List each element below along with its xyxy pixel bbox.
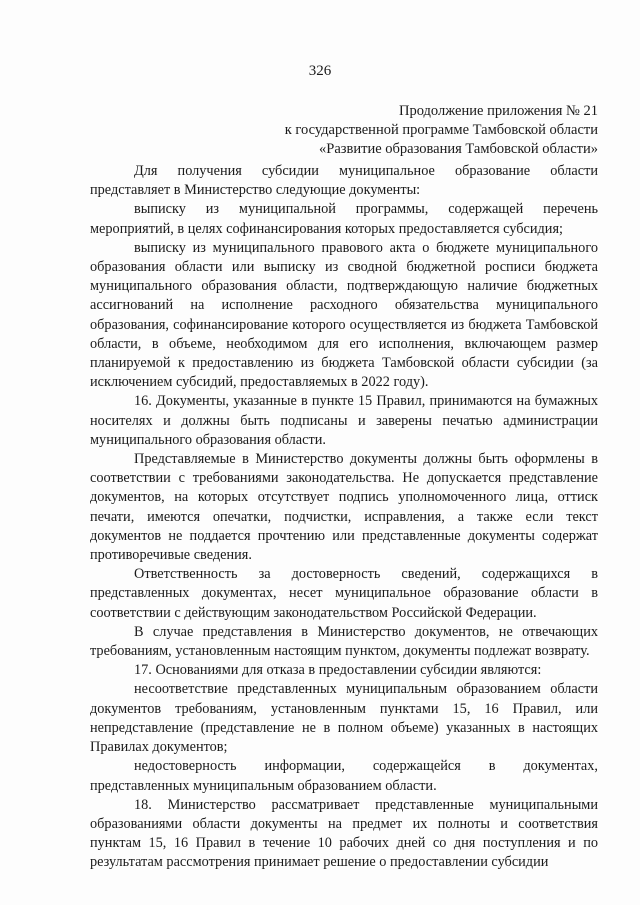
paragraph-18: 18. Министерство рассматривает представленные муниципальными образованиями области документы на предмет их полноты и соответствия пунктам 15, 16 Правил в течение 10 рабочих дней со дня поступления и по результатам рассмотрения принимает решение о предоставлении субсидии (90, 796, 598, 871)
document-body (90, 162, 598, 873)
paragraph-budget-extract: выписку из муниципального правового акта о бюджете муниципального образования области или выписку из сводной бюджетной росписи бюджета муниципального образования области, подтверждающую наличие бюджетных ассигнований на исполнение расходного обязательства муниципального образования, софинансирование которого осуществляется из бюджета Тамбовской области, в объеме, необходимом для его исполнения, включающем размер планируемой к предоставлению из бюджета Тамбовской области субсидии (за исключением субсидий, предоставляемых в 2022 году). (90, 239, 598, 391)
paragraph-responsibility: Ответственность за достоверность сведений, содержащихся в представленных документах, несет муниципальное образование области в соответствии с действующим законодательством Российской Федерации. (90, 566, 598, 621)
paragraph-return: В случае представления в Министерство документов, не отвечающих требованиям, установленным настоящим пунктом, документы подлежат возврату. (90, 623, 598, 660)
header-line-2: к государственной программе Тамбовской области (284, 122, 598, 138)
paragraph-documents-intro: Для получения субсидии муниципальное образование области представляет в Министерство следующие документы: (90, 163, 598, 199)
paragraph-program-extract: выписку из муниципальной программы, содержащей перечень мероприятий, в целях софинансирования которых предоставляется субсидия; (90, 201, 598, 237)
paragraph-document-requirements: Представляемые в Министерство документы должны быть оформлены в соответствии с требованиями законодательства. Не допускается представление документов, на которых отсутствует подпись уполномоченного лица, оттиск печати, имеются опечатки, подчистки, исправления, а также если текст документов не поддается прочтению или представленные документы содержат противоречивые сведения. (90, 451, 598, 564)
paragraph-16: 16. Документы, указанные в пункте 15 Правил, принимаются на бумажных носителях и должны быть подписаны и заверены печатью администрации муниципального образования области. (90, 393, 598, 448)
paragraph-unreliability: недостоверность информации, содержащейся в документах, представленных муниципальным образованием области. (90, 758, 598, 794)
paragraph-nonconformity: несоответствие представленных муниципальным образованием области документов требованиям, установленным пунктами 15, 16 Правил, или непредставление (представление не в полном объеме) указанных в настоящих Правилах документов; (90, 681, 598, 756)
header-line-3: «Развитие образования Тамбовской области» (319, 141, 598, 157)
header-line-1: Продолжение приложения № 21 (399, 103, 598, 119)
paragraph-17: 17. Основаниями для отказа в предоставлении субсидии являются: (134, 662, 542, 679)
page-number: 326 (308, 63, 332, 79)
appendix-header (178, 102, 598, 159)
